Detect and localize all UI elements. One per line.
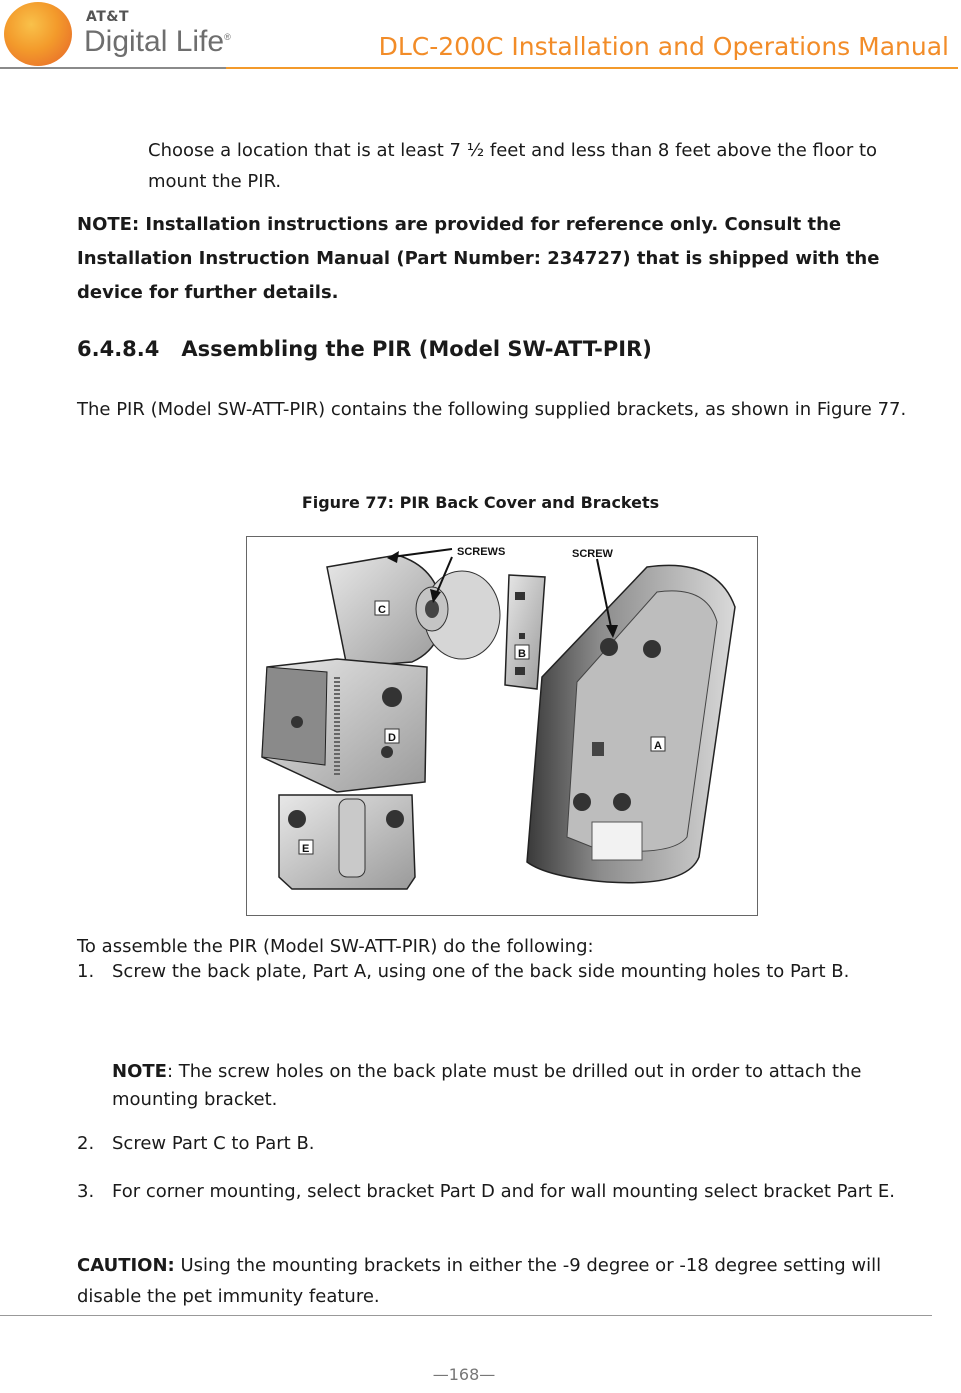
section-number: 6.4.8.4 [77,337,160,361]
list-item-number: 3. [77,1181,95,1202]
logo-brand-small: AT&T [86,9,130,25]
list-item-text: For corner mounting, select bracket Part D and for wall mounting select bracket Part E. [112,1181,896,1202]
pir-brackets-illustration [247,537,757,915]
caution-text: Using the mounting brackets in either the -9 degree or -18 degree setting will disable the pet immunity feature. [77,1255,882,1307]
part-e-bracket [279,795,415,889]
part-a-back-cover [527,565,735,882]
att-globe-logo [4,2,72,66]
label-screw: SCREW [572,548,613,560]
document-title: DLC-200C Installation and Operations Manual [378,32,949,61]
label-part-e: E [302,843,310,855]
pir-brackets-figure [246,536,758,916]
label-part-d: D [388,732,396,744]
label-screws: SCREWS [457,546,506,558]
label-part-c: C [378,604,386,616]
page-header [0,0,961,75]
sub-note-text: : The screw holes on the back plate must be drilled out in order to attach the mounting bracket. [112,1061,862,1110]
logo-brand-large-text: Digital Life [84,25,225,58]
caution-paragraph [77,1250,937,1312]
footer-divider [0,1315,932,1316]
section-heading [77,337,652,361]
list-item-number: 2. [77,1133,95,1154]
list-item-text: Screw Part C to Part B. [112,1133,315,1154]
list-item-text: Screw the back plate, Part A, using one of the back side mounting holes to Part B. [112,961,850,982]
caution-label: CAUTION: [77,1255,175,1276]
list-item-number: 1. [77,961,95,982]
label-part-a: A [654,740,662,752]
page-number: —168— [432,1365,496,1384]
assemble-intro: To assemble the PIR (Model SW-ATT-PIR) do the following: [77,936,594,957]
intro-paragraph: The PIR (Model SW-ATT-PIR) contains the following supplied brackets, as shown in Figure 77. [77,399,907,420]
header-divider-grey [0,67,226,69]
label-part-b: B [518,648,526,660]
part-b-bracket [505,575,545,689]
section-title: Assembling the PIR (Model SW-ATT-PIR) [181,337,652,361]
sub-note-label: NOTE [112,1061,167,1082]
part-c-bracket [327,555,500,667]
note-paragraph: NOTE: Installation instructions are provided for reference only. Consult the Installation Instruction Manual (Part Number: 234727) that is shipped with the device for further details. [77,214,880,303]
sub-note [112,1058,912,1114]
location-paragraph: Choose a location that is at least 7 ½ feet and less than 8 feet above the floor to mount the PIR. [148,140,878,192]
header-divider-orange [226,67,958,69]
logo-brand-large [84,25,231,59]
figure-caption: Figure 77: PIR Back Cover and Brackets [301,493,660,512]
part-d-bracket [262,659,427,792]
logo-brand-mark: ® [224,32,231,42]
